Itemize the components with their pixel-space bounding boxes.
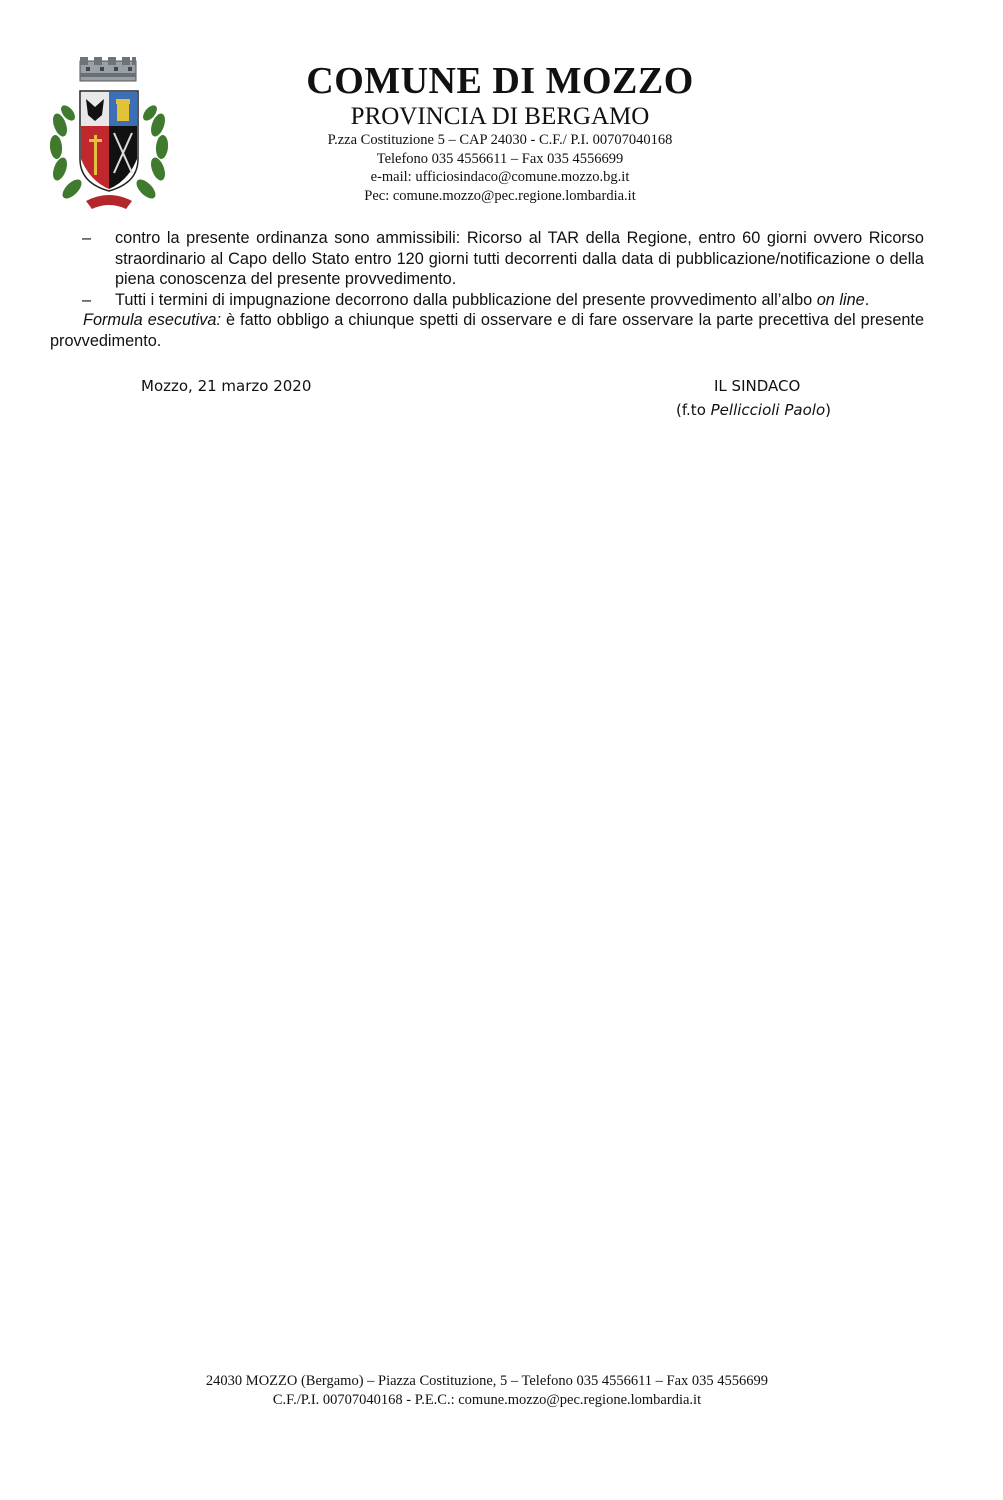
- signature-name-line: [676, 401, 831, 419]
- municipality-title: COMUNE DI MOZZO: [306, 60, 694, 102]
- phone-line: Telefono 035 4556611 – Fax 035 4556699: [376, 150, 624, 167]
- footer-line-2: C.F./P.I. 00707040168 - P.E.C.: comune.mozzo@pec.regione.lombardia.it: [272, 1392, 702, 1408]
- signatory-name: Pelliccioli Paolo: [710, 401, 826, 419]
- coat-of-arms-emblem: [46, 55, 172, 215]
- bullet-text: contro la presente ordinanza sono ammissibili: Ricorso al TAR della Regione, entro 60 giorni ovvero Ricorso straordinario al Capo dello Stato entro 120 giorni tutti decorrenti dalla data di pubblicazione/notificazione o della piena conoscenza del presente provvedimento.: [115, 229, 924, 288]
- bullet-text: Tutti i termini di impugnazione decorrono dalla pubblicazione del presente provvedimento all’albo: [115, 290, 817, 309]
- email-line: e-mail: ufficiosindaco@comune.mozzo.bg.it: [370, 169, 630, 185]
- signature-role: IL SINDACO: [714, 377, 801, 395]
- list-item: [50, 228, 924, 290]
- shield-icon: [80, 91, 138, 191]
- fto-close: ): [825, 401, 831, 419]
- bullet-dash: –: [82, 290, 92, 309]
- province-title: PROVINCIA DI BERGAMO: [350, 103, 650, 130]
- footer-line-1: 24030 MOZZO (Bergamo) – Piazza Costituzione, 5 – Telefono 035 4556611 – Fax 035 4556699: [205, 1373, 769, 1389]
- list-item: [50, 290, 924, 311]
- address-line: P.zza Costituzione 5 – CAP 24030 - C.F./ P.I. 00707040168: [327, 132, 673, 148]
- fto-open: (f.to: [676, 401, 711, 419]
- document-body: [50, 228, 924, 351]
- pec-line: Pec: comune.mozzo@pec.regione.lombardia.it: [364, 187, 636, 204]
- crown-icon: [80, 57, 136, 81]
- formula-label: Formula esecutiva:: [83, 311, 222, 329]
- bullet-end: .: [864, 290, 870, 309]
- letterhead: [250, 58, 750, 205]
- page-footer: [0, 1372, 974, 1410]
- bullet-italic-text: on line: [816, 290, 865, 309]
- ribbon-icon: [86, 195, 132, 209]
- formula-text: è fatto obbligo a chiunque spetti di osservare e di fare osservare la parte precettiva del presente provvedimento.: [50, 311, 925, 350]
- signature-date: Mozzo, 21 marzo 2020: [141, 377, 312, 395]
- bullet-dash: –: [82, 229, 92, 247]
- formula-paragraph: [50, 310, 924, 351]
